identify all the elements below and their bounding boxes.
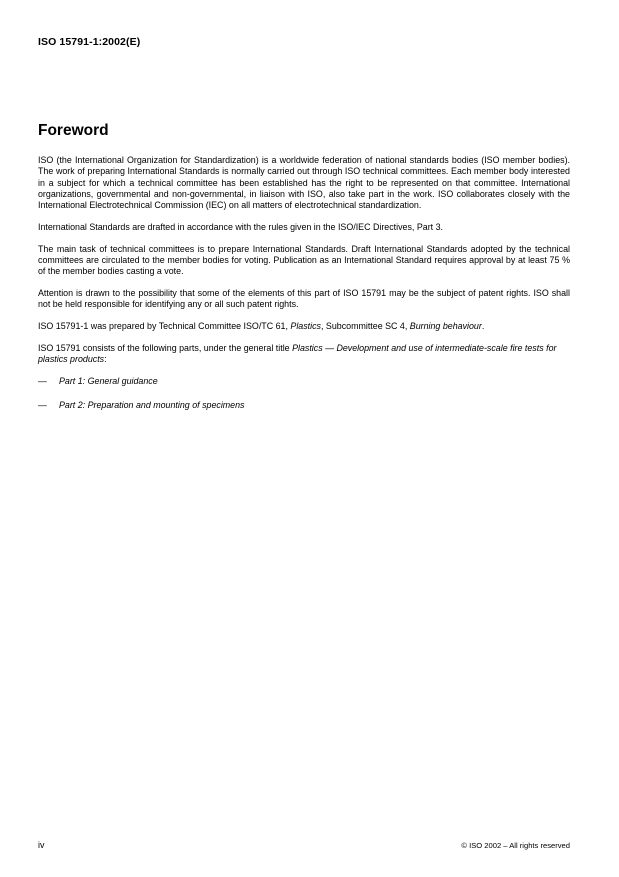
document-id-header: ISO 15791-1:2002(E) [38, 36, 141, 48]
series-parts-text-2: : [104, 353, 107, 364]
prepared-by-text-1: ISO 15791-1 was prepared by Technical Committee ISO/TC 61, [38, 320, 291, 331]
list-item [38, 376, 570, 387]
copyright-notice: © ISO 2002 – All rights reserved [461, 841, 570, 850]
list-dash: — [38, 400, 47, 411]
paragraph-patent-rights: Attention is drawn to the possibility that some of the elements of this part of ISO 15791 may be the subject of patent rights. ISO shall not be held responsible for identifying any or all such patent rights. [38, 287, 570, 310]
foreword-body [38, 155, 570, 425]
paragraph-series-parts [38, 343, 570, 366]
list-item [38, 400, 570, 411]
paragraph-iso-intro: ISO (the International Organization for Standardization) is a worldwide federation of national standards bodies (ISO member bodies). The work of preparing International Standards is normally carried out through ISO technical committees. Each member body interested in a subject for which a technical committee has been established has the right to be represented on that committee. International organizations, governmental and non-governmental, in liaison with ISO, also take part in the work. ISO collaborates closely with the International Electrotechnical Commission (IEC) on all matters of electrotechnical standardization. [38, 155, 570, 211]
series-parts-text-1: ISO 15791 consists of the following parts, under the general title [38, 342, 293, 353]
paragraph-drafting-rules: International Standards are drafted in accordance with the rules given in the ISO/IEC Directives, Part 3. [38, 221, 444, 232]
list-item-part-1: Part 1: General guidance [59, 375, 158, 386]
committee-name-plastics: Plastics [290, 320, 321, 331]
paragraph-prepared-by [38, 321, 570, 332]
list-item-part-2: Part 2: Preparation and mounting of specimens [59, 400, 245, 411]
prepared-by-text-3: . [481, 320, 485, 331]
subcommittee-name-burning-behaviour: Burning behaviour [409, 320, 482, 331]
page-title: Foreword [38, 122, 109, 139]
list-dash: — [38, 375, 47, 386]
prepared-by-text-2: , Subcommittee SC 4, [320, 320, 410, 331]
paragraph-technical-committees: The main task of technical committees is to prepare International Standards. Draft International Standards adopted by the technical committees are circulated to the member bodies for voting. Publication as an International Standard requires approval by at least 75 % of the member bodies casting a vote. [38, 243, 570, 277]
page-number: iv [38, 840, 45, 850]
series-general-title: Plastics — Development and use of intermediate-scale fire tests for plastics products [38, 342, 557, 364]
